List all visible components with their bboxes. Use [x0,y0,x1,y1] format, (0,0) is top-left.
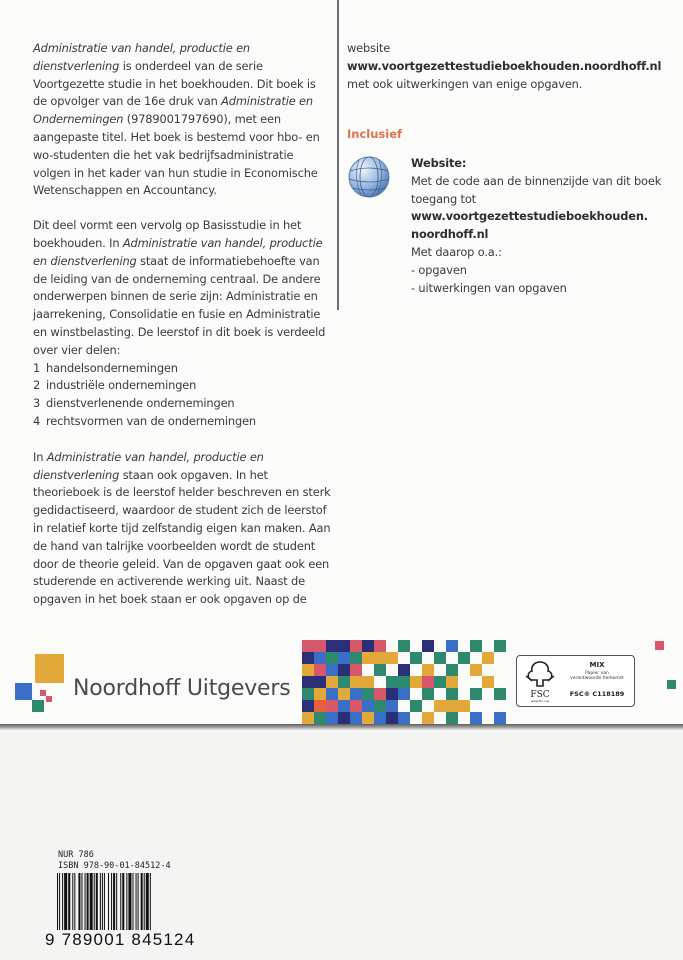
list-label: industriële ondernemingen [46,378,197,393]
deco-square [667,680,676,689]
svg-text:www.fsc.org: www.fsc.org [530,699,550,703]
left-column [33,40,333,626]
list-number: 2 [33,378,41,393]
intro-text-end: (9789001797690), met een aangepaste titel. Het boek is bestemd voor hbo- en wo-studenten die het vak bedrijfsadministratie volgen in het kader van hun studie in Economische Wetenschappen en Accountancy. [33,112,320,198]
barcode-digits: 9 789001 845124 [45,930,196,949]
intro-paragraph [33,40,333,200]
list-item [33,413,333,431]
website-url-line1[interactable]: www.voortgezettestudieboekhouden. [411,209,648,224]
publisher-name: Noordhoff Uitgevers [73,676,291,701]
list-item [33,360,333,378]
right-column [347,40,677,93]
book-title-italic: Administratie van handel, productie en dienstverlening [33,235,323,268]
fsc-tree-icon [523,659,557,703]
book-title-italic: Administratie van handel, productie en dienstverlening [33,41,250,73]
svg-text:FSC: FSC [530,690,550,700]
list-number: 1 [33,360,41,375]
series-paragraph [33,217,333,359]
color-mosaic-decoration [302,640,512,726]
list-label: dienstverlenende ondernemingen [46,396,235,411]
exercises-text-end: staan ook opgaven. In het theorieboek is de leerstof helder beschreven en sterk gedidactiseerd, waardoor de student zich de leerstof in relatief korte tijd zelfstandig eigen kan maken. Aan de hand van talrijke voorbeelden wordt de student door de theorie geleid. Van de opgaven gaat ook een studerende en activerende werking uit. Naast de opgaven in het boek staan er ook opgaven op de [33,467,331,607]
fsc-paper-text [563,671,631,681]
list-number: 4 [33,413,41,428]
continuation-text-end: met ook uitwerkingen van enige opgaven. [347,76,583,91]
fsc-mix: MIX [589,661,605,669]
website-contents-label: Met daarop o.a.: [411,244,502,259]
globe-icon [347,155,391,199]
band-edge [0,724,683,730]
parts-list [33,360,333,431]
book-identifiers [58,850,171,872]
list-label: handelsondernemingen [46,360,178,375]
fsc-label [516,655,635,707]
website-heading: Website: [411,156,467,170]
predecessor-title: Administratie en Ondernemingen [33,94,313,127]
website-url[interactable]: www.voortgezettestudieboekhouden.noordhoff.nl [347,58,662,73]
website-item: - uitwerkingen van opgaven [411,280,567,295]
intro-text: is onderdeel van de serie Voortgezette studie in het boekhouden. Dit boek is de opvolger van de 16e druk van [33,58,316,109]
fsc-paper-line: Papier van [585,671,609,676]
isbn-code: ISBN 978-90-01-84512-4 [58,861,171,871]
nur-code: NUR 786 [58,850,94,860]
exercises-text: In [33,449,47,464]
book-title-italic: Administratie van handel, productie en dienstverlening [33,449,264,482]
list-item [33,395,333,413]
website-description: Met de code aan de binnenzijde van dit boek toegang tot [411,173,662,206]
fsc-paper-line: verantwoorde herkomst [570,676,624,681]
list-label: rechtsvormen van de ondernemingen [46,413,257,428]
inclusief-heading: Inclusief [347,127,403,141]
column-divider [337,0,339,310]
noordhoff-logo-icon [15,654,65,714]
website-info [411,155,681,297]
list-item [33,377,333,395]
continuation-text: website [347,41,391,55]
list-number: 3 [33,396,41,411]
website-item: - opgaven [411,262,467,277]
deco-square [655,641,664,650]
website-url-line2[interactable]: noordhoff.nl [411,227,489,242]
exercises-paragraph [33,449,333,609]
fsc-code: FSC® C118189 [569,690,625,698]
series-text: Dit deel vormt een vervolg op Basisstudie in het boekhouden. In [33,218,302,250]
series-text-end: staat de informatiebehoefte van de leiding van de onderneming centraal. De andere onderwerpen binnen de serie zijn: Administratie en jaarrekening, Consolidatie en fusie en Administratie en winstbelasting. De leerstof in dit boek is verdeeld over vier delen: [33,253,326,357]
